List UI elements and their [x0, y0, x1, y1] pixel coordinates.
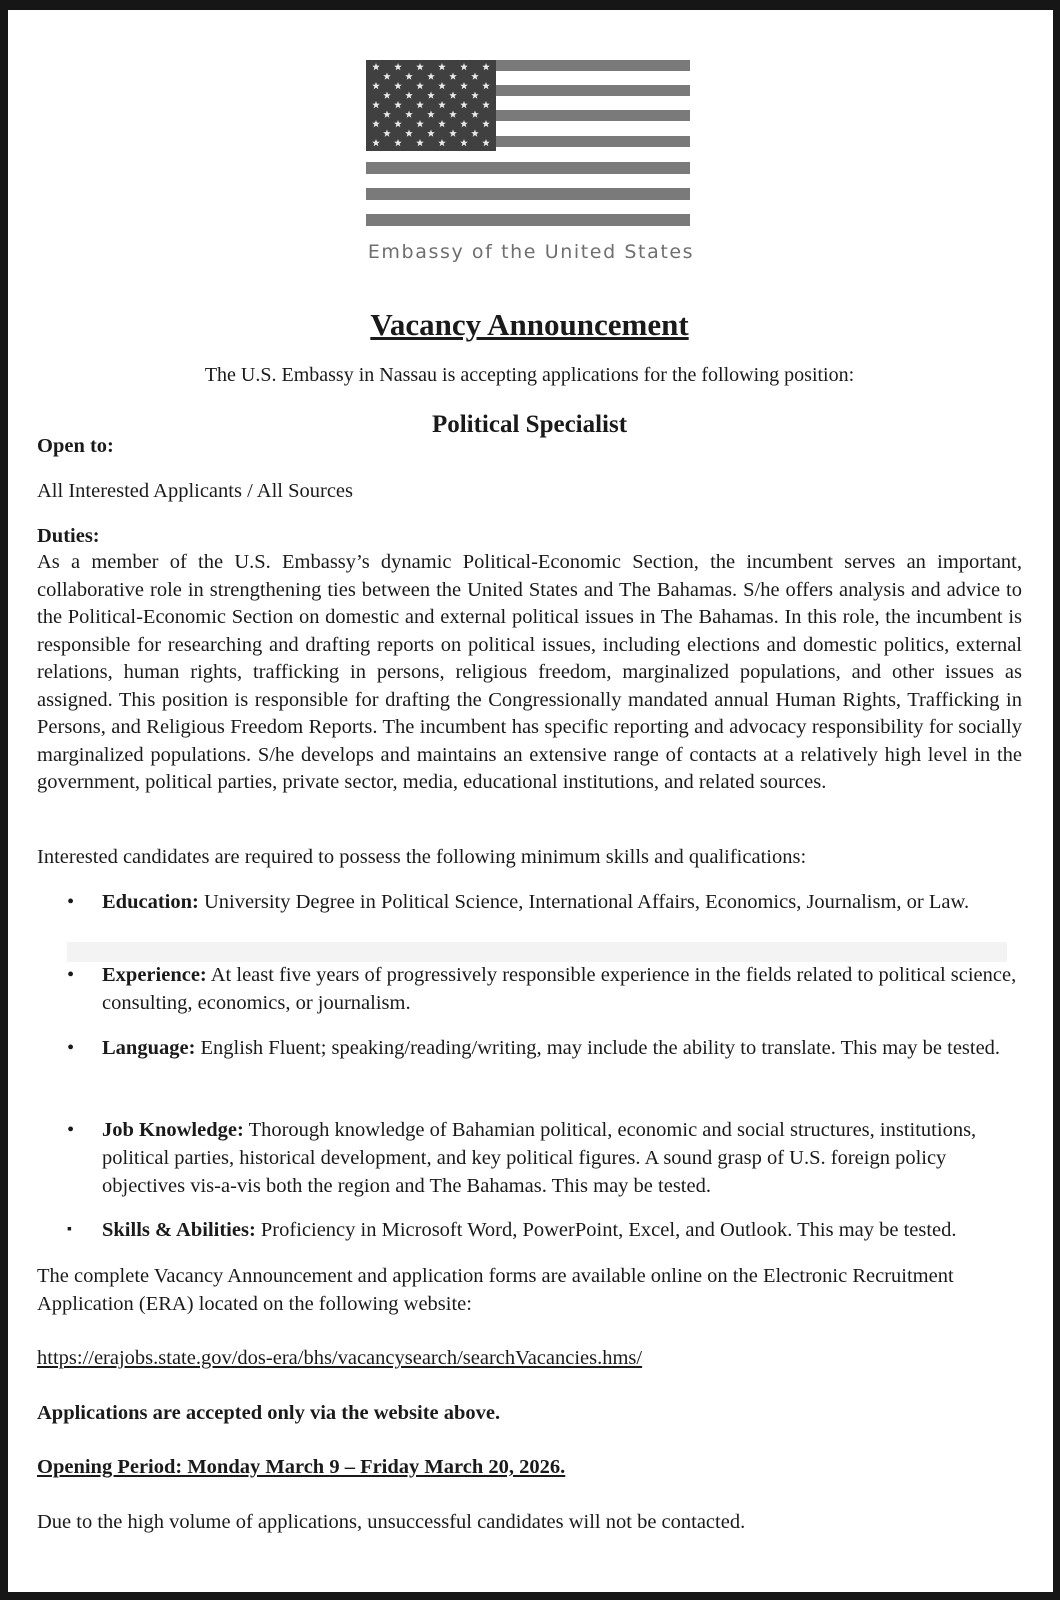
qualification-skills — [102, 1216, 1017, 1244]
qualification-label: Language: — [102, 1037, 196, 1059]
qualification-label: Education: — [102, 891, 199, 913]
qualification-text: Thorough knowledge of Bahamian political, economic and social structures, institutions, political parties, historical development, and key political figures. A sound grasp of U.S. foreign policy objectives vis-a-vis both the region and The Bahamas. This may be tested. — [102, 1119, 977, 1197]
open-to-value: All Interested Applicants / All Sources — [37, 480, 353, 502]
intro-text: The U.S. Embassy in Nassau is accepting applications for the following position: — [204, 364, 855, 386]
qualification-text: English Fluent; speaking/reading/writing, may include the ability to translate. This may be tested. — [200, 1037, 1001, 1059]
application-note: Applications are accepted only via the website above. — [37, 1402, 501, 1424]
bullet-marker: ▪ — [67, 1222, 72, 1237]
opening-period: Opening Period: Monday March 9 – Friday March 20, 2026. — [37, 1456, 566, 1478]
bullet-marker: • — [67, 1037, 75, 1059]
position-title: Political Specialist — [431, 411, 628, 438]
qualification-text: At least five years of progressively responsible experience in the fields related to political science, consulting, economics, or journalism. — [102, 964, 1017, 1014]
us-flag-icon — [366, 60, 696, 230]
qualification-experience — [102, 961, 1017, 1017]
qualification-education — [102, 888, 1017, 916]
duties-label: Duties: — [37, 525, 100, 547]
duties-text: As a member of the U.S. Embassy’s dynamic Political-Economic Section, the incumbent serves an important, collaborative role in strengthening ties between the United States and The Bahamas. S/he offers analysis and advice to the Political-Economic Section on domestic and external political issues in The Bahamas. In this role, the incumbent is responsible for researching and drafting reports on political issues, including elections and domestic politics, external relations, human rights, trafficking in persons, religious freedom, marginalized populations, and other issues as assigned. This position is responsible for drafting the Congressionally mandated annual Human Rights, Trafficking in Persons, and Religious Freedom Reports. The incumbent has specific reporting and advocacy responsibility for socially marginalized populations. S/he develops and maintains an extensive range of contacts at a relatively high level in the government, political parties, private sector, media, educational institutions, and related sources. — [37, 551, 1022, 793]
qualification-label: Job Knowledge: — [102, 1119, 244, 1141]
qualifications-intro: Interested candidates are required to possess the following minimum skills and qualifications: — [37, 846, 807, 868]
qualification-label: Skills & Abilities: — [102, 1219, 256, 1241]
logo-caption: Embassy of the United States — [367, 241, 695, 263]
application-text: The complete Vacancy Announcement and application forms are available online on the Electronic Recruitment Application (ERA) located on the following website: — [37, 1265, 954, 1315]
footer-note: Due to the high volume of applications, unsuccessful candidates will not be contacted. — [37, 1511, 746, 1533]
qualification-text: Proficiency in Microsoft Word, PowerPoint, Excel, and Outlook. This may be tested. — [260, 1219, 957, 1241]
bullet-marker: • — [67, 964, 75, 986]
highlight-band — [67, 942, 1007, 962]
qualification-label: Experience: — [102, 964, 207, 986]
qualification-job-knowledge — [102, 1116, 1017, 1200]
open-to-label: Open to: — [37, 435, 114, 457]
qualification-language — [102, 1034, 1017, 1062]
page-title: Vacancy Announcement — [370, 307, 689, 342]
embassy-logo — [366, 60, 696, 270]
qualification-text: University Degree in Political Science, International Affairs, Economics, Journalism, or Law. — [203, 891, 970, 913]
bullet-marker: • — [67, 891, 75, 913]
application-url-link[interactable]: https://erajobs.state.gov/dos-era/bhs/vacancysearch/searchVacancies.hms/ — [37, 1347, 643, 1369]
bullet-marker: • — [67, 1119, 75, 1141]
application-url-line — [37, 1344, 1022, 1372]
